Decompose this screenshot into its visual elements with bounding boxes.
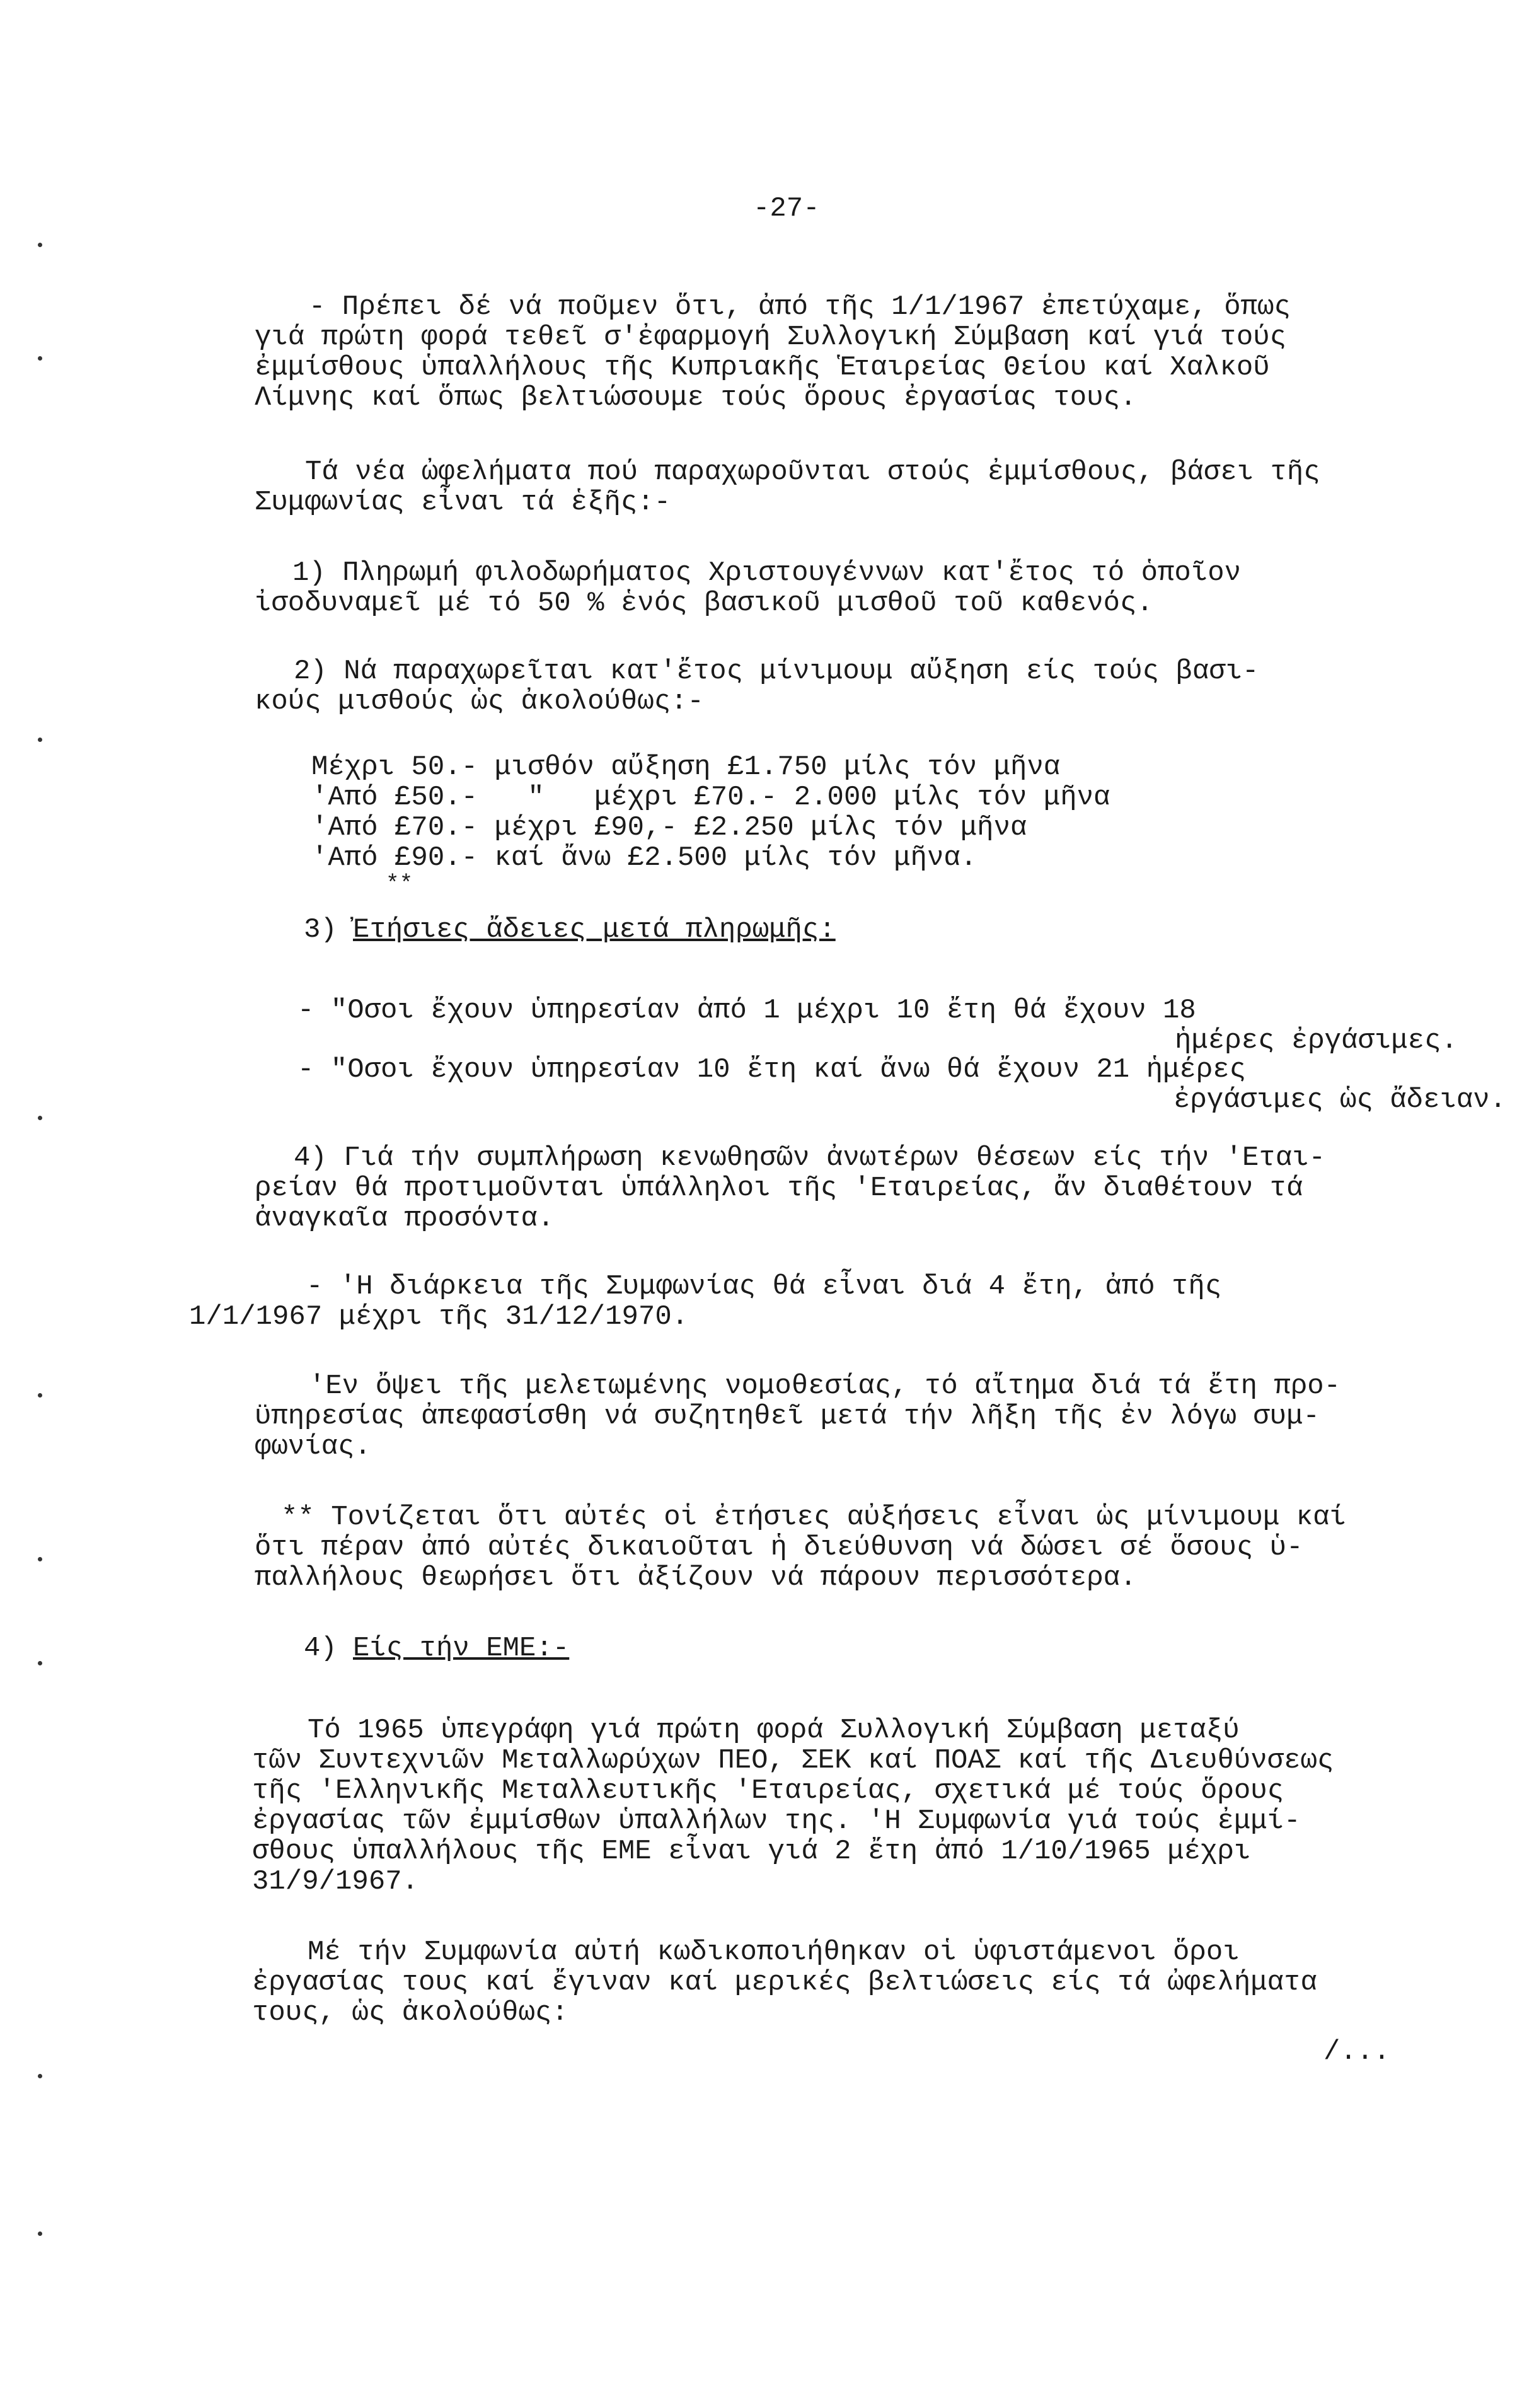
stars-mark: ** — [386, 871, 413, 897]
text-line: φωνίας. — [255, 1431, 371, 1462]
text-line: ρείαν θά προτιμοῦνται ὑπάλληλοι τῆς 'Εταιρείας, ἄν διαθέτουν τά — [255, 1172, 1303, 1204]
salary-row: 'Από £70.- μέχρι £90,- £2.250 μίλς τόν μῆνα — [311, 812, 1027, 843]
text-line: ἐμμίσθους ὑπαλλήλους τῆς Κυπριακῆς Ἑταιρείας Θείου καί Χαλκοῦ — [255, 352, 1270, 383]
text-line: 1) Πληρωμή φιλοδωρήματος Χριστουγέννων κατ'ἔτος τό ὁποῖον — [292, 557, 1242, 589]
text-line: γιά πρώτη φορά τεθεῖ σ'ἐφαρμογή Συλλογική Σύμβαση καί γιά τούς — [255, 321, 1287, 353]
text-line: σθους ὑπαλλήλους τῆς ΕΜΕ εἶναι γιά 2 ἔτη ἀπό 1/10/1965 μέχρι — [252, 1836, 1251, 1867]
text-line: παλλήλους θεωρήσει ὅτι ἀξίζουν νά πάρουν περισσότερα. — [255, 1562, 1137, 1594]
continuation-mark: /... — [1323, 2036, 1390, 2068]
text-line: ὅτι πέραν ἀπό αὐτές δικαιοῦται ἡ διεύθυνση νά δώσει σέ ὅσους ὑ- — [255, 1532, 1303, 1563]
item-3-number: 3) — [304, 914, 337, 946]
scan-speck — [38, 738, 42, 742]
text-line: τους, ὡς ἀκολούθως: — [252, 1997, 568, 2029]
text-line: 'Εν ὄψει τῆς μελετωμένης νομοθεσίας, τό αἴτημα διά τά ἔτη προ- — [309, 1370, 1341, 1402]
text-line: Τά νέα ὠφελήματα πού παραχωροῦνται στούς ἐμμίσθους, βάσει τῆς — [305, 456, 1320, 488]
text-line: Μέ τήν Συμφωνία αὐτή κωδικοποιήθηκαν οἱ ὑφιστάμενοι ὅροι — [308, 1936, 1240, 1968]
scan-speck — [38, 1393, 42, 1398]
text-line: - 'Η διάρκεια τῆς Συμφωνίας θά εἶναι διά 4 ἔτη, ἀπό τῆς — [306, 1271, 1222, 1302]
text-line: ἐργάσιμες ὡς ἄδειαν. — [1173, 1084, 1507, 1116]
scan-speck — [38, 356, 42, 361]
text-line: ἐργασίας τῶν ἐμμίσθων ὑπαλλήλων της. 'Η Συμφωνία γιά τούς ἐμμί- — [252, 1805, 1301, 1837]
eme-heading: Είς τήν ΕΜΕ:- — [353, 1633, 570, 1664]
item-4b-number: 4) — [304, 1633, 337, 1664]
scan-speck — [38, 2231, 42, 2236]
text-line: - "Οσοι ἔχουν ὑπηρεσίαν 10 ἔτη καί ἄνω θά ἔχουν 21 ἡμέρες — [297, 1054, 1247, 1085]
text-line: Λίμνης καί ὅπως βελτιώσουμε τούς ὅρους ἐργασίας τους. — [255, 382, 1137, 414]
text-line: ἰσοδυναμεῖ μέ τό 50 % ἑνός βασικοῦ μισθοῦ τοῦ καθενός. — [255, 588, 1153, 619]
text-line: ἡμέρες ἐργάσιμες. — [1175, 1025, 1458, 1056]
annual-leave-heading: Ἐτήσιες ἄδειες μετά πληρωμῆς: — [353, 914, 836, 946]
text-line: ἐργασίας τους καί ἔγιναν καί μερικές βελτιώσεις είς τά ὠφελήματα — [252, 1967, 1317, 1998]
text-line: 4) Γιά τήν συμπλήρωση κενωθησῶν ἀνωτέρων θέσεων είς τήν 'Εται- — [294, 1142, 1326, 1174]
scan-speck — [38, 2074, 42, 2078]
text-line: - Πρέπει δέ νά ποῦμεν ὅτι, ἀπό τῆς 1/1/1967 ἐπετύχαμε, ὅπως — [309, 291, 1291, 323]
text-line: ϋπηρεσίας ἀπεφασίσθη νά συζητηθεῖ μετά τήν λῆξη τῆς ἐν λόγω συμ- — [255, 1401, 1320, 1432]
text-line: 2) Νά παραχωρεῖται κατ'ἔτος μίνιμουμ αὔξηση είς τούς βασι- — [294, 656, 1259, 687]
text-line: Συμφωνίας εἶναι τά ἑξῆς:- — [255, 487, 671, 518]
text-line: τῶν Συντεχνιῶν Μεταλλωρύχων ΠΕΟ, ΣΕΚ καί ΠΟΑΣ καί τῆς Διευθύνσεως — [252, 1745, 1334, 1776]
text-line: 31/9/1967. — [252, 1866, 419, 1897]
text-line: ἀναγκαῖα προσόντα. — [255, 1203, 555, 1234]
scan-speck — [38, 1557, 42, 1561]
text-line: τῆς 'Ελληνικῆς Μεταλλευτικῆς 'Εταιρείας, σχετικά μέ τούς ὅρους — [252, 1775, 1284, 1807]
text-line: ** Τονίζεται ὅτι αὐτές οἱ ἐτήσιες αὐξήσεις εἶναι ὡς μίνιμουμ καί — [281, 1502, 1346, 1533]
salary-row: 'Από £50.- " μέχρι £70.- 2.000 μίλς τόν μῆνα — [311, 782, 1110, 813]
text-line: κούς μισθούς ὡς ἀκολούθως:- — [255, 686, 704, 717]
text-line: Τό 1965 ὑπεγράφη γιά πρώτη φορά Συλλογική Σύμβαση μεταξύ — [308, 1715, 1240, 1746]
text-line: - "Οσοι ἔχουν ὑπηρεσίαν ἀπό 1 μέχρι 10 ἔτη θά ἔχουν 18 — [297, 995, 1196, 1026]
scan-speck — [38, 1116, 42, 1120]
scan-speck — [38, 1661, 42, 1665]
salary-row: Μέχρι 50.- μισθόν αὔξηση £1.750 μίλς τόν μῆνα — [311, 751, 1061, 783]
text-line: 1/1/1967 μέχρι τῆς 31/12/1970. — [189, 1301, 689, 1333]
page-number: -27- — [753, 193, 820, 224]
scan-speck — [38, 243, 42, 247]
salary-row: 'Από £90.- καί ἄνω £2.500 μίλς τόν μῆνα. — [311, 842, 977, 874]
